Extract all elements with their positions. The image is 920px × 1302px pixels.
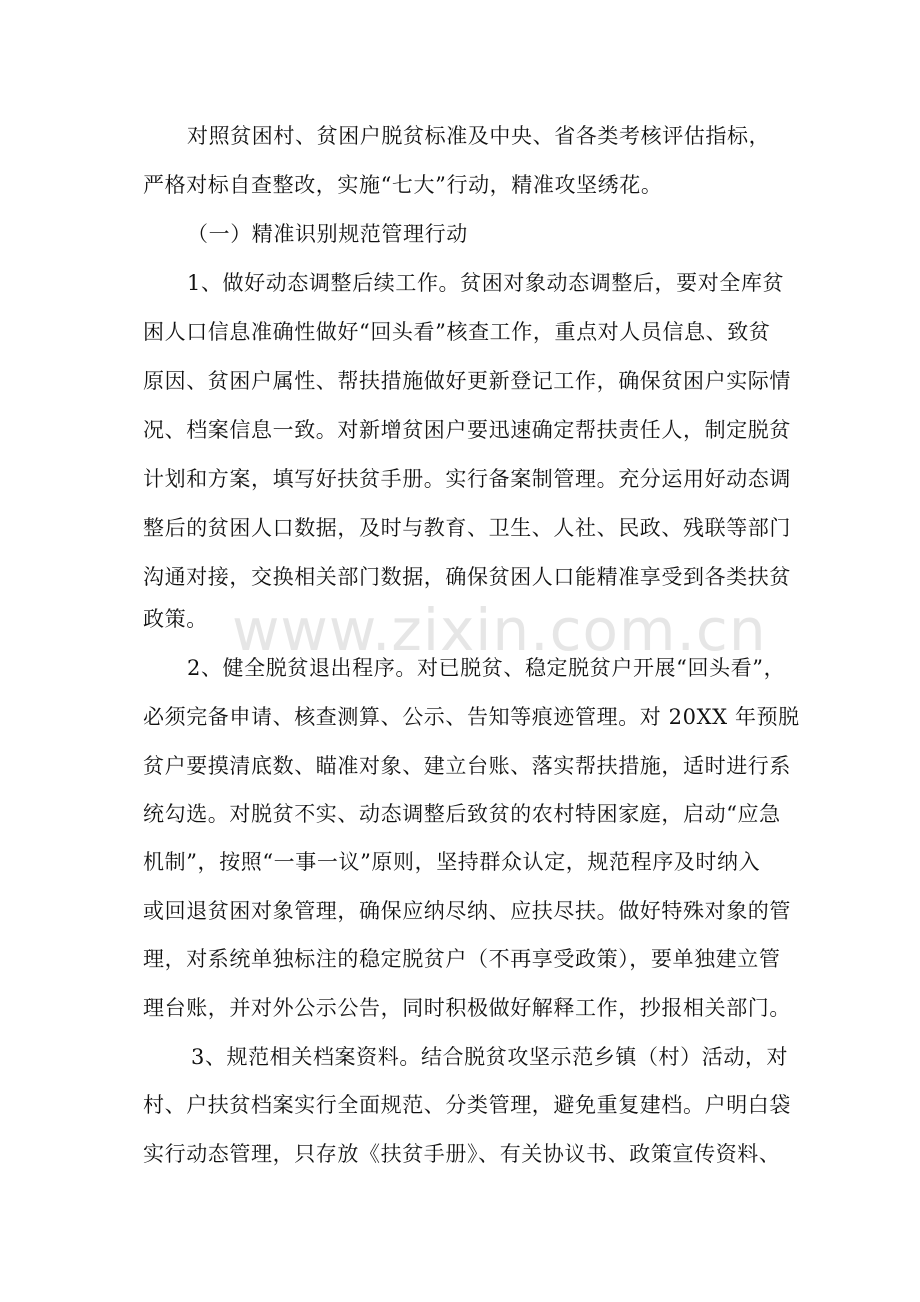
paragraph-line: 况、档案信息一致。对新增贫困户要迅速确定帮扶责任人，制定脱贫 <box>143 418 791 442</box>
section-heading: （一）精准识别规范管理行动 <box>187 222 468 246</box>
paragraph-line: 统勾选。对脱贫不实、动态调整后致贫的农村特困家庭，启动“应急 <box>143 802 781 826</box>
paragraph-line: 2、健全脱贫退出程序。对已脱贫、稳定脱贫户开展“回头看”， <box>187 656 786 680</box>
paragraph-line: 3、规范相关档案资料。结合脱贫攻坚示范乡镇（村）活动，对 <box>191 1045 789 1069</box>
paragraph-line: 1、做好动态调整后续工作。贫困对象动态调整后，要对全库贫 <box>187 271 785 295</box>
paragraph-line: 必须完备申请、核查测算、公示、告知等痕迹管理。对 20XX 年预脱 <box>143 705 800 729</box>
paragraph-line: 理台账，并对外公示公告，同时积极做好解释工作，抄报相关部门。 <box>143 996 791 1020</box>
paragraph-line: 沟通对接，交换相关部门数据，确保贫困人口能精准享受到各类扶贫 <box>143 565 791 589</box>
paragraph-line: 整后的贫困人口数据，及时与教育、卫生、人社、民政、残联等部门 <box>143 516 791 540</box>
watermark: www.zixin.com.cn <box>232 596 767 664</box>
paragraph-line: 村、户扶贫档案实行全面规范、分类管理，避免重复建档。户明白袋 <box>143 1093 791 1117</box>
paragraph-line: 贫户要摸清底数、瞄准对象、建立台账、落实帮扶措施，适时进行系 <box>143 754 791 778</box>
paragraph-line: 或回退贫困对象管理，确保应纳尽纳、应扶尽扶。做好特殊对象的管 <box>143 899 791 923</box>
paragraph-line: 原因、贫困户属性、帮扶措施做好更新登记工作，确保贫困户实际情 <box>143 369 791 393</box>
paragraph-line: 对照贫困村、贫困户脱贫标准及中央、省各类考核评估指标， <box>187 124 771 148</box>
paragraph-line: 政策。 <box>143 607 208 631</box>
paragraph-line: 实行动态管理，只存放《扶贫手册》、有关协议书、政策宣传资料、 <box>143 1142 781 1166</box>
paragraph-line: 机制”，按照“一事一议”原则，坚持群众认定，规范程序及时纳入 <box>143 850 761 874</box>
paragraph-line: 理，对系统单独标注的稳定脱贫户（不再享受政策），要单独建立管 <box>143 947 781 971</box>
paragraph-line: 严格对标自查整改，实施“七大”行动，精准攻坚绣花。 <box>143 173 663 197</box>
paragraph-line: 困人口信息准确性做好“回头看”核查工作，重点对人员信息、致贫 <box>143 320 771 344</box>
paragraph-line: 计划和方案，填写好扶贫手册。实行备案制管理。充分运用好动态调 <box>143 467 791 491</box>
